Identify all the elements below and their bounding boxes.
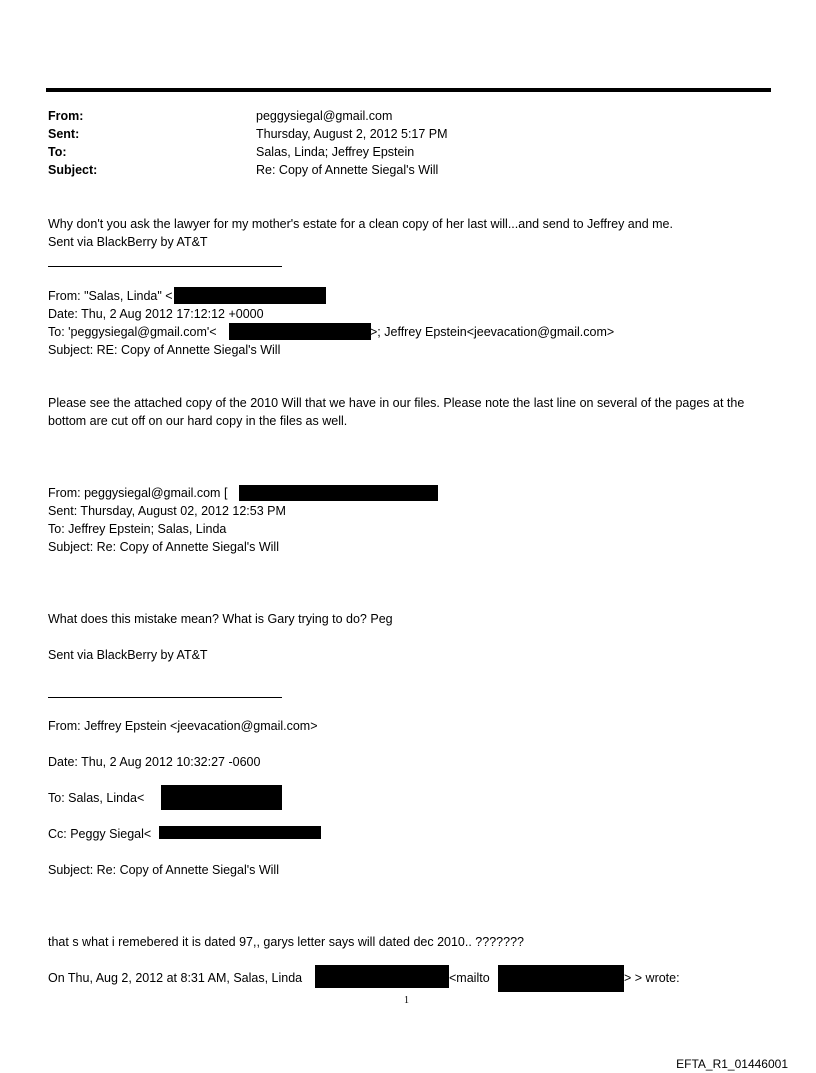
msg4-body: that s what i remebered it is dated 97,, garys letter says will dated dec 2010.. ??????? <box>48 935 524 949</box>
redaction-box <box>239 485 438 501</box>
msg2-body: Please see the attached copy of the 2010 Will that we have in our files. Please note the last line on several of the pages at the bottom are cut off on our hard copy in the files as well. <box>48 396 745 428</box>
body-signature: Sent via BlackBerry by AT&T <box>48 235 208 249</box>
msg4-quote-part3: > > wrote: <box>624 971 680 985</box>
redaction-box <box>229 323 371 340</box>
msg4-quote-part2: <mailto <box>449 971 490 985</box>
separator-line <box>48 266 282 267</box>
header-rule <box>46 88 771 92</box>
msg4-cc: Cc: Peggy Siegal< <box>48 827 152 841</box>
from-value: peggysiegal@gmail.com <box>256 109 393 123</box>
to-label: To: <box>48 145 67 159</box>
msg2-from: From: "Salas, Linda" < <box>48 289 173 303</box>
msg4-quote-part1: On Thu, Aug 2, 2012 at 8:31 AM, Salas, Linda <box>48 971 303 985</box>
msg2-to-part1: To: 'peggysiegal@gmail.com'< <box>48 325 217 339</box>
msg3-body: What does this mistake mean? What is Gary trying to do? Peg <box>48 612 393 626</box>
sent-label: Sent: <box>48 127 80 141</box>
redaction-box <box>159 826 321 839</box>
bates-number: EFTA_R1_01446001 <box>676 1057 788 1071</box>
redaction-box <box>315 965 449 988</box>
subject-value: Re: Copy of Annette Siegal's Will <box>256 163 439 177</box>
redaction-box <box>174 287 326 304</box>
separator-line <box>48 697 282 698</box>
subject-label: Subject: <box>48 163 98 177</box>
body-line-1: Why don't you ask the lawyer for my mother's estate for a clean copy of her last will...and send to Jeffrey and me. <box>48 217 673 231</box>
from-label: From: <box>48 109 84 123</box>
msg3-subject: Subject: Re: Copy of Annette Siegal's Will <box>48 540 279 554</box>
to-value: Salas, Linda; Jeffrey Epstein <box>256 145 415 159</box>
msg4-to: To: Salas, Linda< <box>48 791 145 805</box>
sent-value: Thursday, August 2, 2012 5:17 PM <box>256 127 448 141</box>
msg2-date: Date: Thu, 2 Aug 2012 17:12:12 +0000 <box>48 307 264 321</box>
msg3-signature: Sent via BlackBerry by AT&T <box>48 648 208 662</box>
redaction-box <box>161 785 282 810</box>
msg4-from: From: Jeffrey Epstein <jeevacation@gmail.com> <box>48 719 318 733</box>
msg3-sent: Sent: Thursday, August 02, 2012 12:53 PM <box>48 504 286 518</box>
page-number: 1 <box>404 995 409 1006</box>
msg3-to: To: Jeffrey Epstein; Salas, Linda <box>48 522 227 536</box>
redaction-box <box>498 965 624 992</box>
msg3-from: From: peggysiegal@gmail.com [ <box>48 486 228 500</box>
msg2-subject: Subject: RE: Copy of Annette Siegal's Will <box>48 343 281 357</box>
msg2-to-part2: >; Jeffrey Epstein<jeevacation@gmail.com> <box>370 325 615 339</box>
msg4-subject: Subject: Re: Copy of Annette Siegal's Will <box>48 863 279 877</box>
msg4-date: Date: Thu, 2 Aug 2012 10:32:27 -0600 <box>48 755 261 769</box>
